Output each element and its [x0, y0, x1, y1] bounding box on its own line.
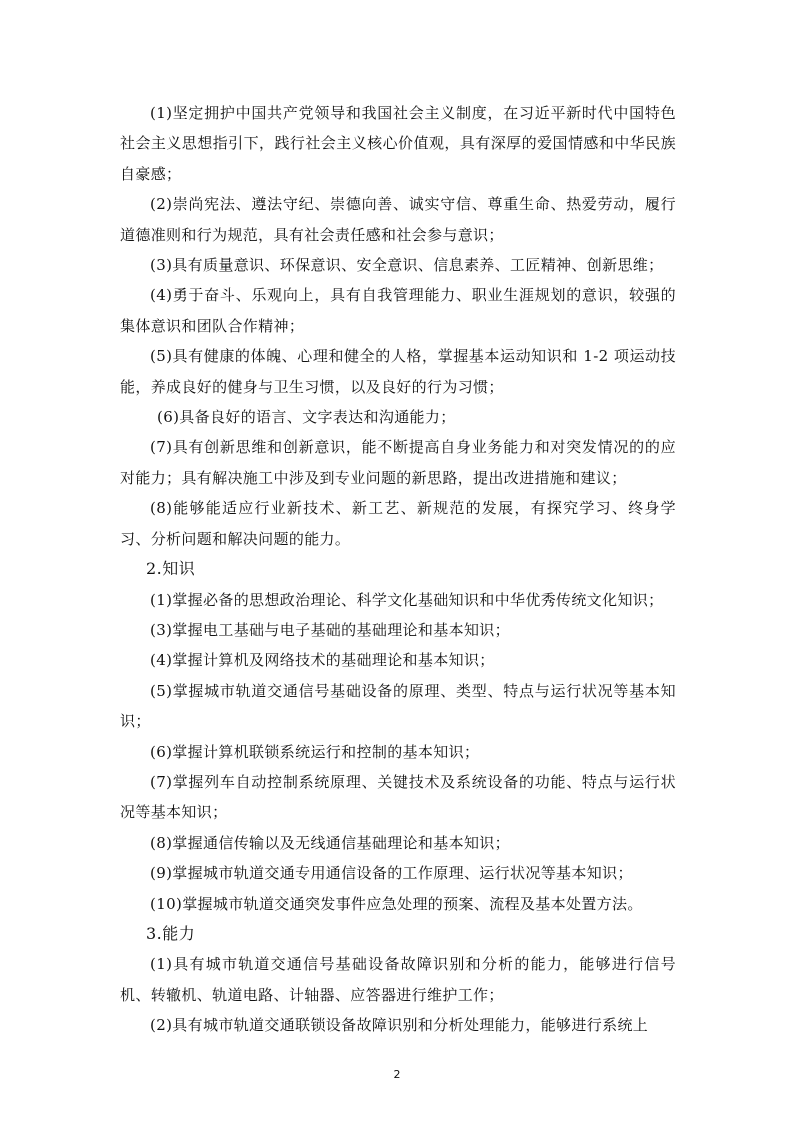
quality-item-4: (4)勇于奋斗、乐观向上，具有自我管理能力、职业生涯规划的意识，较强的集体意识和团队合作精神； [120, 286, 676, 335]
ability-heading: 3.能力 [146, 923, 196, 943]
quality-item-5: (5)具有健康的体魄、心理和健全的人格，掌握基本运动知识和 1-2 项运动技能，养成良好的健身与卫生习惯，以及良好的行为习惯； [120, 347, 676, 396]
knowledge-item-9: (9)掌握城市轨道交通专用通信设备的工作原理、运行状况等基本知识； [150, 864, 633, 883]
quality-item-1: (1)坚定拥护中国共产党领导和我国社会主义制度，在习近平新时代中国特色社会主义思想指引下，践行社会主义核心价值观，具有深厚的爱国情感和中华民族自豪感； [120, 104, 676, 183]
ability-item-2: (2)具有城市轨道交通联锁设备故障识别和分析处理能力，能够进行系统上 [150, 1016, 649, 1035]
knowledge-heading: 2.知识 [146, 559, 196, 579]
quality-item-2: (2)崇尚宪法、遵法守纪、崇德向善、诚实守信、尊重生命、热爱劳动，履行道德准则和行为规范，具有社会责任感和社会参与意识； [120, 195, 676, 244]
knowledge-item-3: (3)掌握电工基础与电子基础的基础理论和基本知识； [150, 620, 510, 639]
quality-item-3: (3)具有质量意识、环保意识、安全意识、信息素养、工匠精神、创新思维； [150, 256, 664, 275]
quality-item-6: (6)具备良好的语言、文字表达和沟通能力； [157, 408, 456, 427]
page-number: 2 [393, 1068, 401, 1081]
knowledge-item-10: (10)掌握城市轨道交通突发事件应急处理的预案、流程及基本处置方法。 [150, 894, 643, 913]
knowledge-item-7: (7)掌握列车自动控制系统原理、关键技术及系统设备的功能、特点与运行状况等基本知识； [120, 772, 676, 822]
knowledge-item-4: (4)掌握计算机及网络技术的基础理论和基本知识； [150, 651, 495, 670]
ability-item-1: (1)具有城市轨道交通信号基础设备故障识别和分析的能力，能够进行信号机、转辙机、轨道电路、计轴器、应答器进行维护工作； [120, 955, 676, 1004]
knowledge-item-5: (5)掌握城市轨道交通信号基础设备的原理、类型、特点与运行状况等基本知识； [120, 681, 676, 731]
body-text [120, 98, 676, 1041]
quality-item-8: (8)能够能适应行业新技术、新工艺、新规范的发展，有探究学习、终身学习、分析问题和解决问题的能力。 [120, 499, 676, 548]
knowledge-item-1: (1)掌握必备的思想政治理论、科学文化基础知识和中华优秀传统文化知识； [150, 590, 664, 609]
knowledge-item-8: (8)掌握通信传输以及无线通信基础理论和基本知识； [150, 833, 510, 852]
knowledge-item-6: (6)掌握计算机联锁系统运行和控制的基本知识； [150, 742, 480, 761]
quality-item-7: (7)具有创新思维和创新意识，能不断提高自身业务能力和对突发情况的的应对能力；具有解决施工中涉及到专业问题的新思路，提出改进措施和建议； [120, 438, 676, 487]
